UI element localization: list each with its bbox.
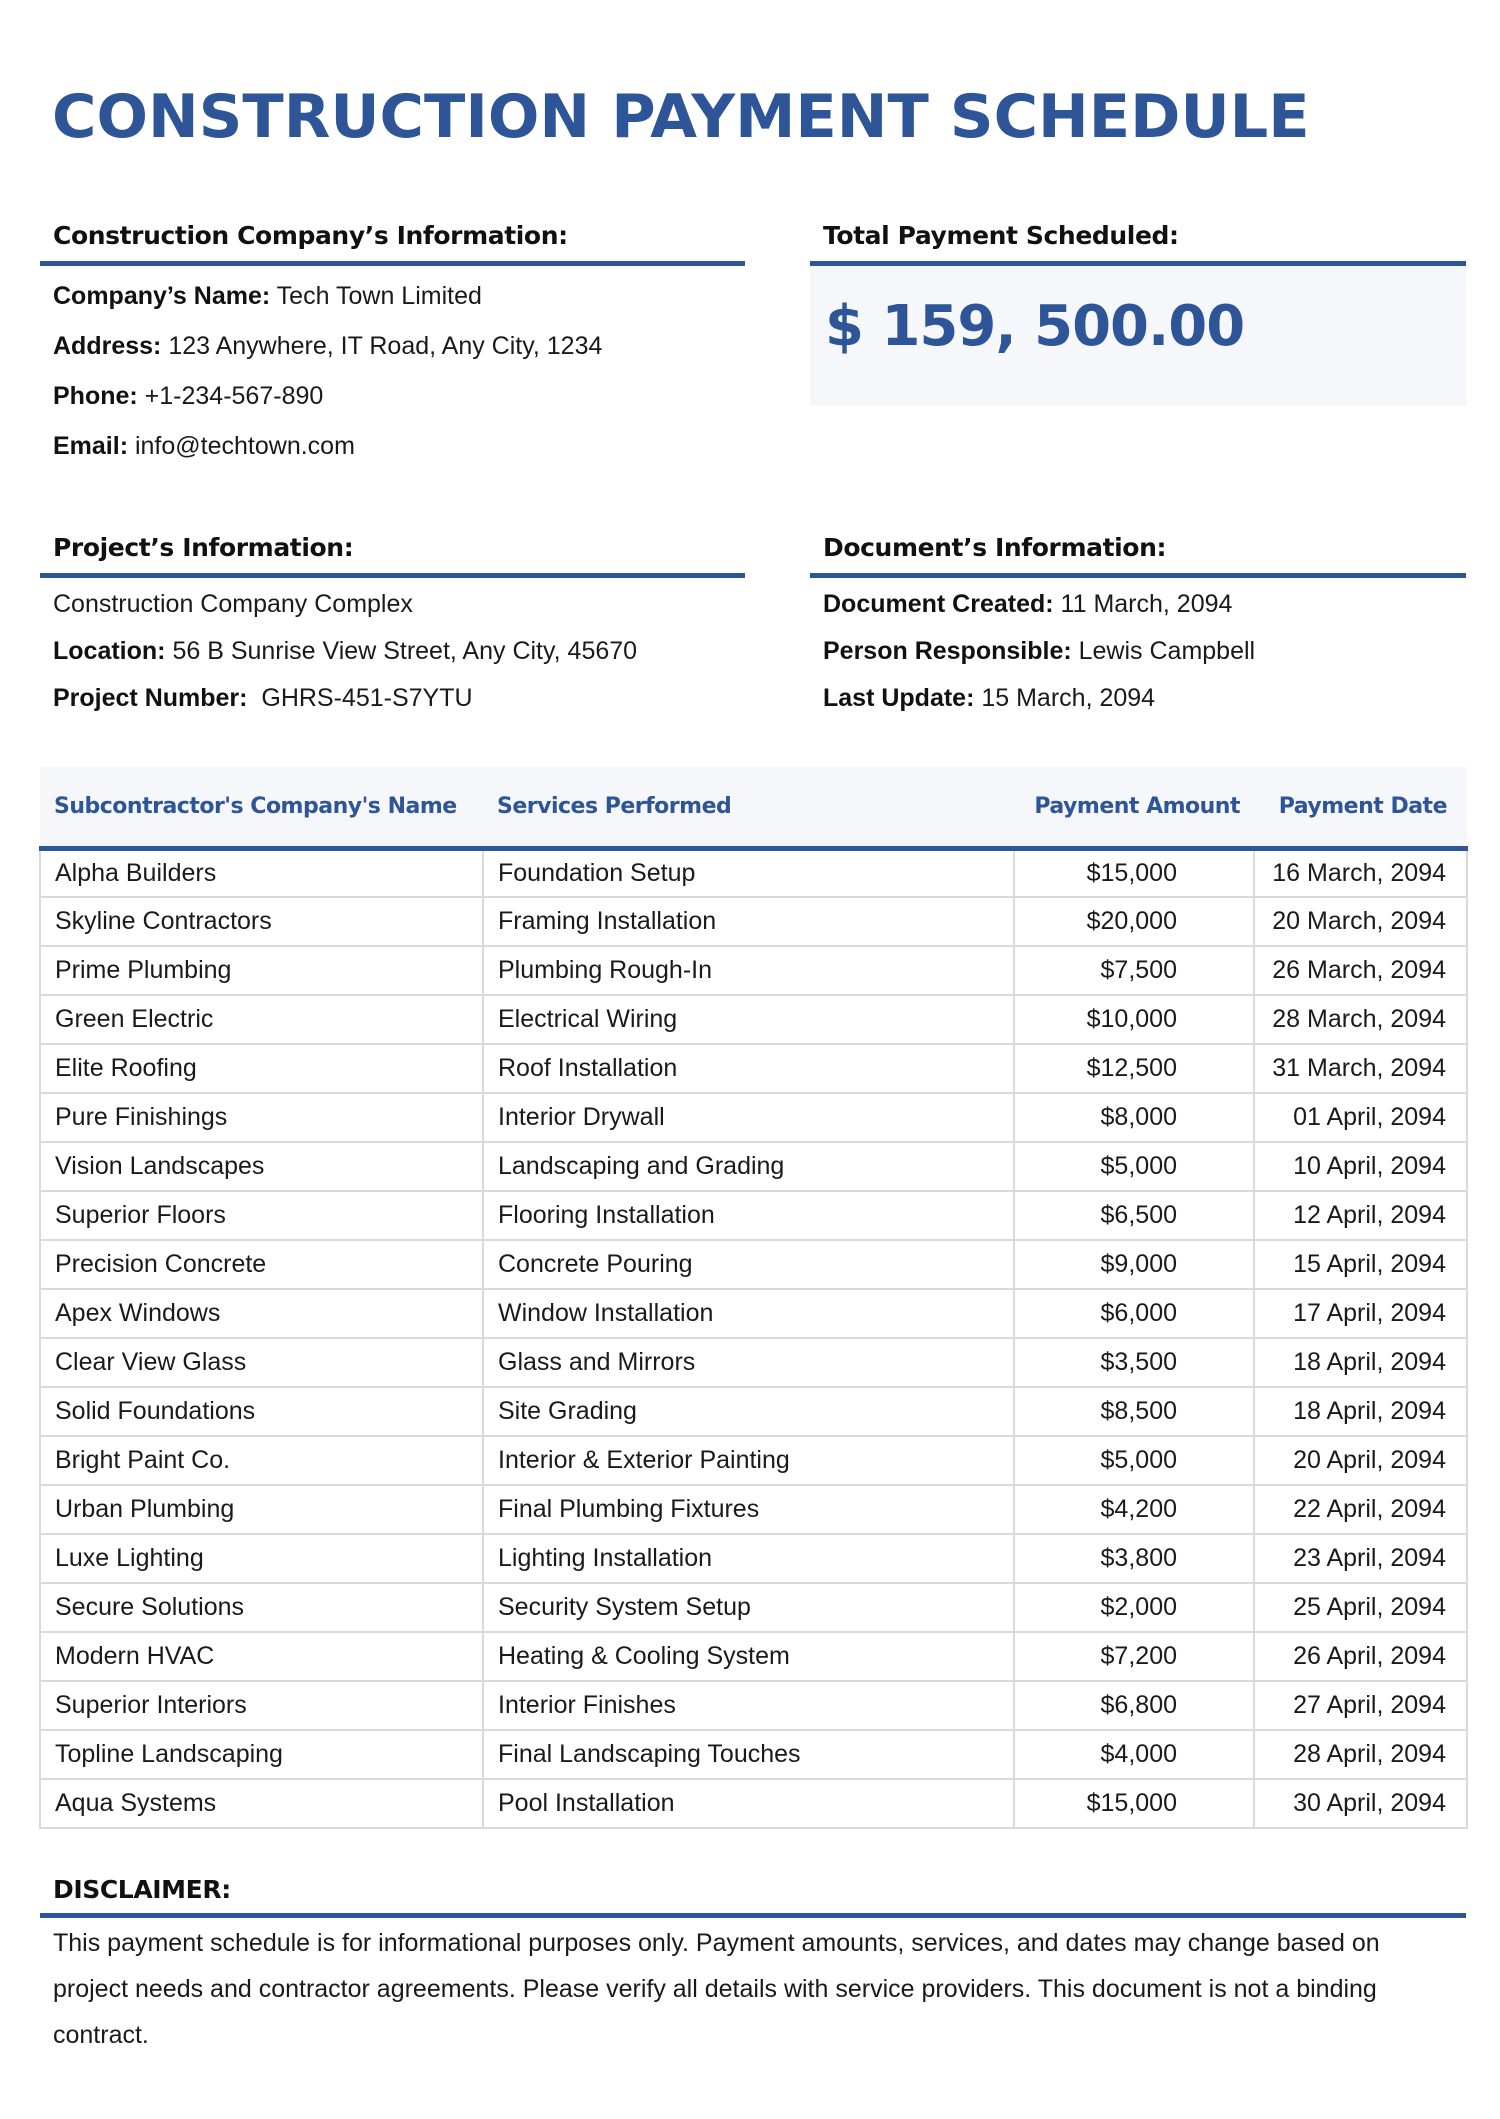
cell-amount: $8,500 — [1014, 1387, 1254, 1436]
cell-service: Heating & Cooling System — [483, 1632, 1014, 1681]
company-info-heading: Construction Company’s Information: — [53, 221, 568, 250]
cell-service: Plumbing Rough-In — [483, 946, 1014, 995]
table-row — [40, 1436, 1467, 1485]
table-row — [40, 946, 1467, 995]
disclaimer-text: This payment schedule is for informational purposes only. Payment amounts, services, and dates may change based on project needs and contractor agreements. Please verify all details with service providers. This document is not a binding contract. — [53, 1929, 1380, 2049]
cell-date: 31 March, 2094 — [1254, 1044, 1467, 1093]
cell-date: 25 April, 2094 — [1254, 1583, 1467, 1632]
cell-subcontractor: Pure Finishings — [40, 1093, 483, 1142]
project-name: Construction Company Complex — [53, 590, 413, 618]
cell-date: 18 April, 2094 — [1254, 1387, 1467, 1436]
cell-amount: $5,000 — [1014, 1142, 1254, 1191]
table-row — [40, 1240, 1467, 1289]
cell-subcontractor: Urban Plumbing — [40, 1485, 483, 1534]
cell-date: 18 April, 2094 — [1254, 1338, 1467, 1387]
document-info-heading: Document’s Information: — [823, 533, 1167, 562]
cell-service: Lighting Installation — [483, 1534, 1014, 1583]
field-label: Person Responsible: — [823, 637, 1072, 665]
cell-amount: $5,000 — [1014, 1436, 1254, 1485]
field-value: info@techtown.com — [128, 432, 355, 460]
cell-date: 27 April, 2094 — [1254, 1681, 1467, 1730]
cell-subcontractor: Superior Interiors — [40, 1681, 483, 1730]
table-row — [40, 995, 1467, 1044]
disclaimer-section — [40, 1868, 1466, 2058]
cell-subcontractor: Aqua Systems — [40, 1779, 483, 1828]
cell-amount: $7,200 — [1014, 1632, 1254, 1681]
field-value: Lewis Campbell — [1071, 637, 1256, 665]
cell-date: 30 April, 2094 — [1254, 1779, 1467, 1828]
payment-schedule-table-container — [39, 767, 1466, 1829]
table-row — [40, 1191, 1467, 1240]
cell-subcontractor: Secure Solutions — [40, 1583, 483, 1632]
cell-subcontractor: Clear View Glass — [40, 1338, 483, 1387]
total-payment-box — [810, 266, 1466, 406]
table-row — [40, 1534, 1467, 1583]
company-info-section — [40, 216, 745, 471]
payment-schedule-table — [39, 767, 1468, 1829]
cell-subcontractor: Solid Foundations — [40, 1387, 483, 1436]
cell-service: Pool Installation — [483, 1779, 1014, 1828]
table-row — [40, 1093, 1467, 1142]
field-value: 123 Anywhere, IT Road, Any City, 1234 — [161, 332, 603, 360]
cell-subcontractor: Precision Concrete — [40, 1240, 483, 1289]
total-payment-heading: Total Payment Scheduled: — [823, 221, 1179, 250]
field-value: Tech Town Limited — [270, 282, 482, 310]
cell-amount: $2,000 — [1014, 1583, 1254, 1632]
cell-amount: $12,500 — [1014, 1044, 1254, 1093]
table-row — [40, 1730, 1467, 1779]
cell-amount: $4,000 — [1014, 1730, 1254, 1779]
table-row — [40, 1289, 1467, 1338]
table-row — [40, 1338, 1467, 1387]
field-label: Email: — [53, 432, 129, 460]
cell-service: Security System Setup — [483, 1583, 1014, 1632]
company-phone-field — [40, 371, 745, 421]
cell-service: Concrete Pouring — [483, 1240, 1014, 1289]
table-row — [40, 1142, 1467, 1191]
cell-amount: $3,500 — [1014, 1338, 1254, 1387]
field-label: Last Update: — [823, 684, 975, 712]
cell-date: 26 April, 2094 — [1254, 1632, 1467, 1681]
disclaimer-heading: DISCLAIMER: — [53, 1875, 231, 1904]
cell-service: Interior & Exterior Painting — [483, 1436, 1014, 1485]
cell-amount: $3,800 — [1014, 1534, 1254, 1583]
table-row — [40, 1583, 1467, 1632]
table-header-row — [40, 767, 1467, 848]
cell-subcontractor: Superior Floors — [40, 1191, 483, 1240]
total-payment-amount: $ 159, 500.00 — [825, 294, 1245, 359]
column-header-amount: Payment Amount — [1014, 767, 1254, 848]
table-row — [40, 1485, 1467, 1534]
cell-service: Interior Finishes — [483, 1681, 1014, 1730]
cell-subcontractor: Elite Roofing — [40, 1044, 483, 1093]
cell-subcontractor: Skyline Contractors — [40, 897, 483, 946]
cell-service: Site Grading — [483, 1387, 1014, 1436]
cell-amount: $6,000 — [1014, 1289, 1254, 1338]
table-row — [40, 1632, 1467, 1681]
cell-date: 01 April, 2094 — [1254, 1093, 1467, 1142]
field-label: Address: — [53, 332, 162, 360]
cell-amount: $9,000 — [1014, 1240, 1254, 1289]
cell-subcontractor: Apex Windows — [40, 1289, 483, 1338]
cell-date: 20 April, 2094 — [1254, 1436, 1467, 1485]
company-name-field — [40, 271, 745, 321]
project-number-field — [40, 675, 745, 722]
cell-date: 12 April, 2094 — [1254, 1191, 1467, 1240]
company-email-field — [40, 421, 745, 471]
column-header-date: Payment Date — [1254, 767, 1467, 848]
cell-date: 10 April, 2094 — [1254, 1142, 1467, 1191]
cell-service: Flooring Installation — [483, 1191, 1014, 1240]
cell-subcontractor: Vision Landscapes — [40, 1142, 483, 1191]
table-body — [40, 848, 1467, 1828]
cell-amount: $15,000 — [1014, 1779, 1254, 1828]
table-row — [40, 897, 1467, 946]
cell-amount: $6,800 — [1014, 1681, 1254, 1730]
table-row — [40, 1681, 1467, 1730]
project-location-field — [40, 628, 745, 675]
cell-amount: $6,500 — [1014, 1191, 1254, 1240]
cell-service: Interior Drywall — [483, 1093, 1014, 1142]
table-row — [40, 1387, 1467, 1436]
cell-service: Electrical Wiring — [483, 995, 1014, 1044]
cell-subcontractor: Bright Paint Co. — [40, 1436, 483, 1485]
cell-date: 28 April, 2094 — [1254, 1730, 1467, 1779]
cell-service: Glass and Mirrors — [483, 1338, 1014, 1387]
field-value: 11 March, 2094 — [1053, 590, 1233, 618]
table-row — [40, 1779, 1467, 1828]
cell-date: 26 March, 2094 — [1254, 946, 1467, 995]
document-info-section — [810, 528, 1466, 722]
cell-amount: $15,000 — [1014, 848, 1254, 897]
cell-date: 28 March, 2094 — [1254, 995, 1467, 1044]
cell-subcontractor: Green Electric — [40, 995, 483, 1044]
project-info-heading: Project’s Information: — [53, 533, 354, 562]
cell-date: 22 April, 2094 — [1254, 1485, 1467, 1534]
field-label: Company’s Name: — [53, 282, 271, 310]
field-label: Phone: — [53, 382, 138, 410]
cell-date: 16 March, 2094 — [1254, 848, 1467, 897]
cell-date: 15 April, 2094 — [1254, 1240, 1467, 1289]
page-title: CONSTRUCTION PAYMENT SCHEDULE — [52, 82, 1310, 152]
project-info-section — [40, 528, 745, 722]
field-label: Location: — [53, 637, 166, 665]
last-update-field — [810, 675, 1466, 722]
cell-date: 17 April, 2094 — [1254, 1289, 1467, 1338]
field-value: 56 B Sunrise View Street, Any City, 45670 — [165, 637, 638, 665]
total-payment-section — [810, 216, 1466, 406]
cell-service: Foundation Setup — [483, 848, 1014, 897]
field-value: 15 March, 2094 — [974, 684, 1156, 712]
cell-subcontractor: Luxe Lighting — [40, 1534, 483, 1583]
cell-date: 20 March, 2094 — [1254, 897, 1467, 946]
cell-amount: $8,000 — [1014, 1093, 1254, 1142]
field-value: +1-234-567-890 — [137, 382, 324, 410]
table-row — [40, 1044, 1467, 1093]
cell-subcontractor: Alpha Builders — [40, 848, 483, 897]
cell-date: 23 April, 2094 — [1254, 1534, 1467, 1583]
field-label: Document Created: — [823, 590, 1054, 618]
column-header-services: Services Performed — [483, 767, 1014, 848]
field-label: Project Number: — [53, 684, 248, 712]
field-value: GHRS-451-S7YTU — [247, 684, 473, 712]
person-responsible-field — [810, 628, 1466, 675]
cell-amount: $10,000 — [1014, 995, 1254, 1044]
cell-service: Final Landscaping Touches — [483, 1730, 1014, 1779]
cell-subcontractor: Topline Landscaping — [40, 1730, 483, 1779]
cell-service: Landscaping and Grading — [483, 1142, 1014, 1191]
cell-service: Framing Installation — [483, 897, 1014, 946]
company-address-field — [40, 321, 745, 371]
column-header-subcontractor: Subcontractor's Company's Name — [40, 767, 483, 848]
cell-amount: $20,000 — [1014, 897, 1254, 946]
cell-service: Roof Installation — [483, 1044, 1014, 1093]
cell-subcontractor: Prime Plumbing — [40, 946, 483, 995]
cell-service: Final Plumbing Fixtures — [483, 1485, 1014, 1534]
table-row — [40, 848, 1467, 897]
cell-service: Window Installation — [483, 1289, 1014, 1338]
cell-subcontractor: Modern HVAC — [40, 1632, 483, 1681]
cell-amount: $7,500 — [1014, 946, 1254, 995]
cell-amount: $4,200 — [1014, 1485, 1254, 1534]
document-created-field — [810, 581, 1466, 628]
